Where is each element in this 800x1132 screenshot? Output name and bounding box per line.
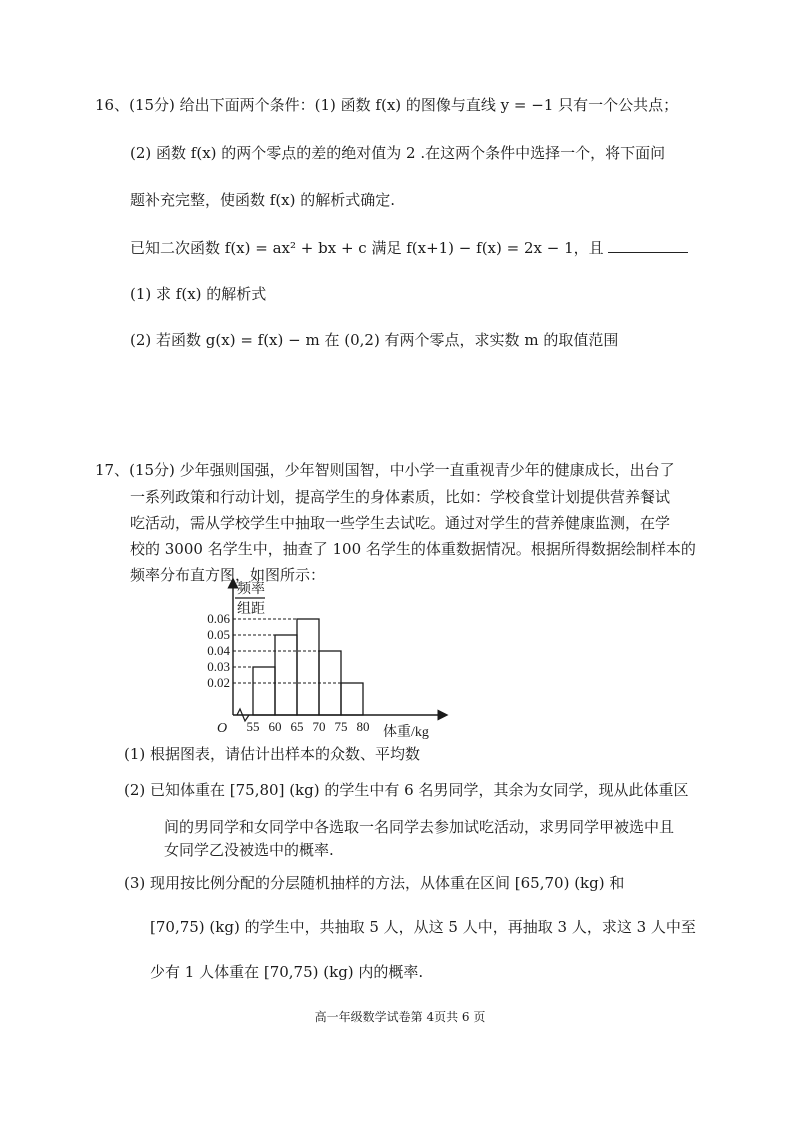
x-tick-label: 70 <box>312 719 326 734</box>
histogram-bar <box>253 667 275 715</box>
page-footer: 高一年级数学试卷第 4页共 6 页 <box>314 1010 486 1024</box>
q16-part-1: (1) 求 f(x) 的解析式 <box>130 285 267 303</box>
q17-part-2-line-2: 间的男同学和女同学中各选取一名同学去参加试吃活动，求男同学甲被选中且 <box>164 818 675 836</box>
x-tick-label: 60 <box>268 719 282 734</box>
x-tick-label: 65 <box>290 719 304 734</box>
q16-line-2: (2) 函数 f(x) 的两个零点的差的绝对值为 2 .在这两个条件中选择一个，将下面问 <box>130 144 666 162</box>
q17-line-3: 吃活动，需从学校学生中抽取一些学生去试吃。通过对学生的营养健康监测，在学 <box>130 514 671 532</box>
y-tick-label: 0.03 <box>207 659 230 674</box>
frequency-histogram <box>205 575 465 740</box>
q17-part-2-line-3: 女同学乙没被选中的概率. <box>164 841 334 859</box>
q16-part-2: (2) 若函数 g(x) = f(x) − m 在 (0,2) 有两个零点，求实数 m 的取值范围 <box>130 331 619 349</box>
y-tick-label: 0.06 <box>207 611 230 626</box>
q17-part-3-line-3: 少有 1 人体重在 [70,75) (kg) 内的概率. <box>150 963 424 981</box>
q16-line-1: 16、(15分) 给出下面两个条件：(1) 函数 f(x) 的图像与直线 y = −1 只有一个公共点； <box>95 96 679 114</box>
histogram-bar <box>275 635 297 715</box>
q17-part-2-line-1: (2) 已知体重在 [75,80] (kg) 的学生中有 6 名男同学，其余为女同学，现从此体重区 <box>124 781 689 799</box>
histogram-bar <box>341 683 363 715</box>
q16-given-text: 已知二次函数 f(x) = ax² + bx + c 满足 f(x+1) − f(x) = 2x − 1，且 <box>130 239 604 257</box>
q17-line-2: 一系列政策和行动计划，提高学生的身体素质，比如：学校食堂计划提供营养餐试 <box>130 488 671 506</box>
y-tick-label: 0.05 <box>207 627 230 642</box>
x-axis-label: 体重/kg <box>383 725 429 740</box>
q17-line-4: 校的 3000 名学生中，抽查了 100 名学生的体重数据情况。根据所得数据绘制样本的 <box>130 540 696 558</box>
answer-blank <box>608 238 688 253</box>
y-tick-label: 0.04 <box>207 643 230 658</box>
q17-part-3-line-1: (3) 现用按比例分配的分层随机抽样的方法，从体重在区间 [65,70) (kg) 和 <box>124 874 625 892</box>
x-tick-label: 75 <box>334 719 348 734</box>
q16-line-4 <box>130 238 688 258</box>
histogram-bar <box>297 619 319 715</box>
q16-line-3: 题补充完整，使函数 f(x) 的解析式确定. <box>130 191 396 209</box>
q17-line-1: 17、(15分) 少年强则国强，少年智则国智，中小学一直重视青少年的健康成长，出台了 <box>95 461 675 479</box>
origin-label: O <box>217 721 228 736</box>
y-tick-label: 0.02 <box>207 675 230 690</box>
y-label-top: 频率 <box>237 582 265 597</box>
y-label-bottom: 组距 <box>237 602 265 617</box>
q17-part-1: (1) 根据图表，请估计出样本的众数、平均数 <box>124 745 421 763</box>
x-tick-label: 55 <box>246 719 260 734</box>
q17-part-3-line-2: [70,75) (kg) 的学生中，共抽取 5 人，从这 5 人中，再抽取 3 人，求这 3 人中至 <box>150 918 696 936</box>
q17-line-5: 频率分布直方图，如图所示： <box>130 566 326 584</box>
x-tick-label: 80 <box>356 719 370 734</box>
